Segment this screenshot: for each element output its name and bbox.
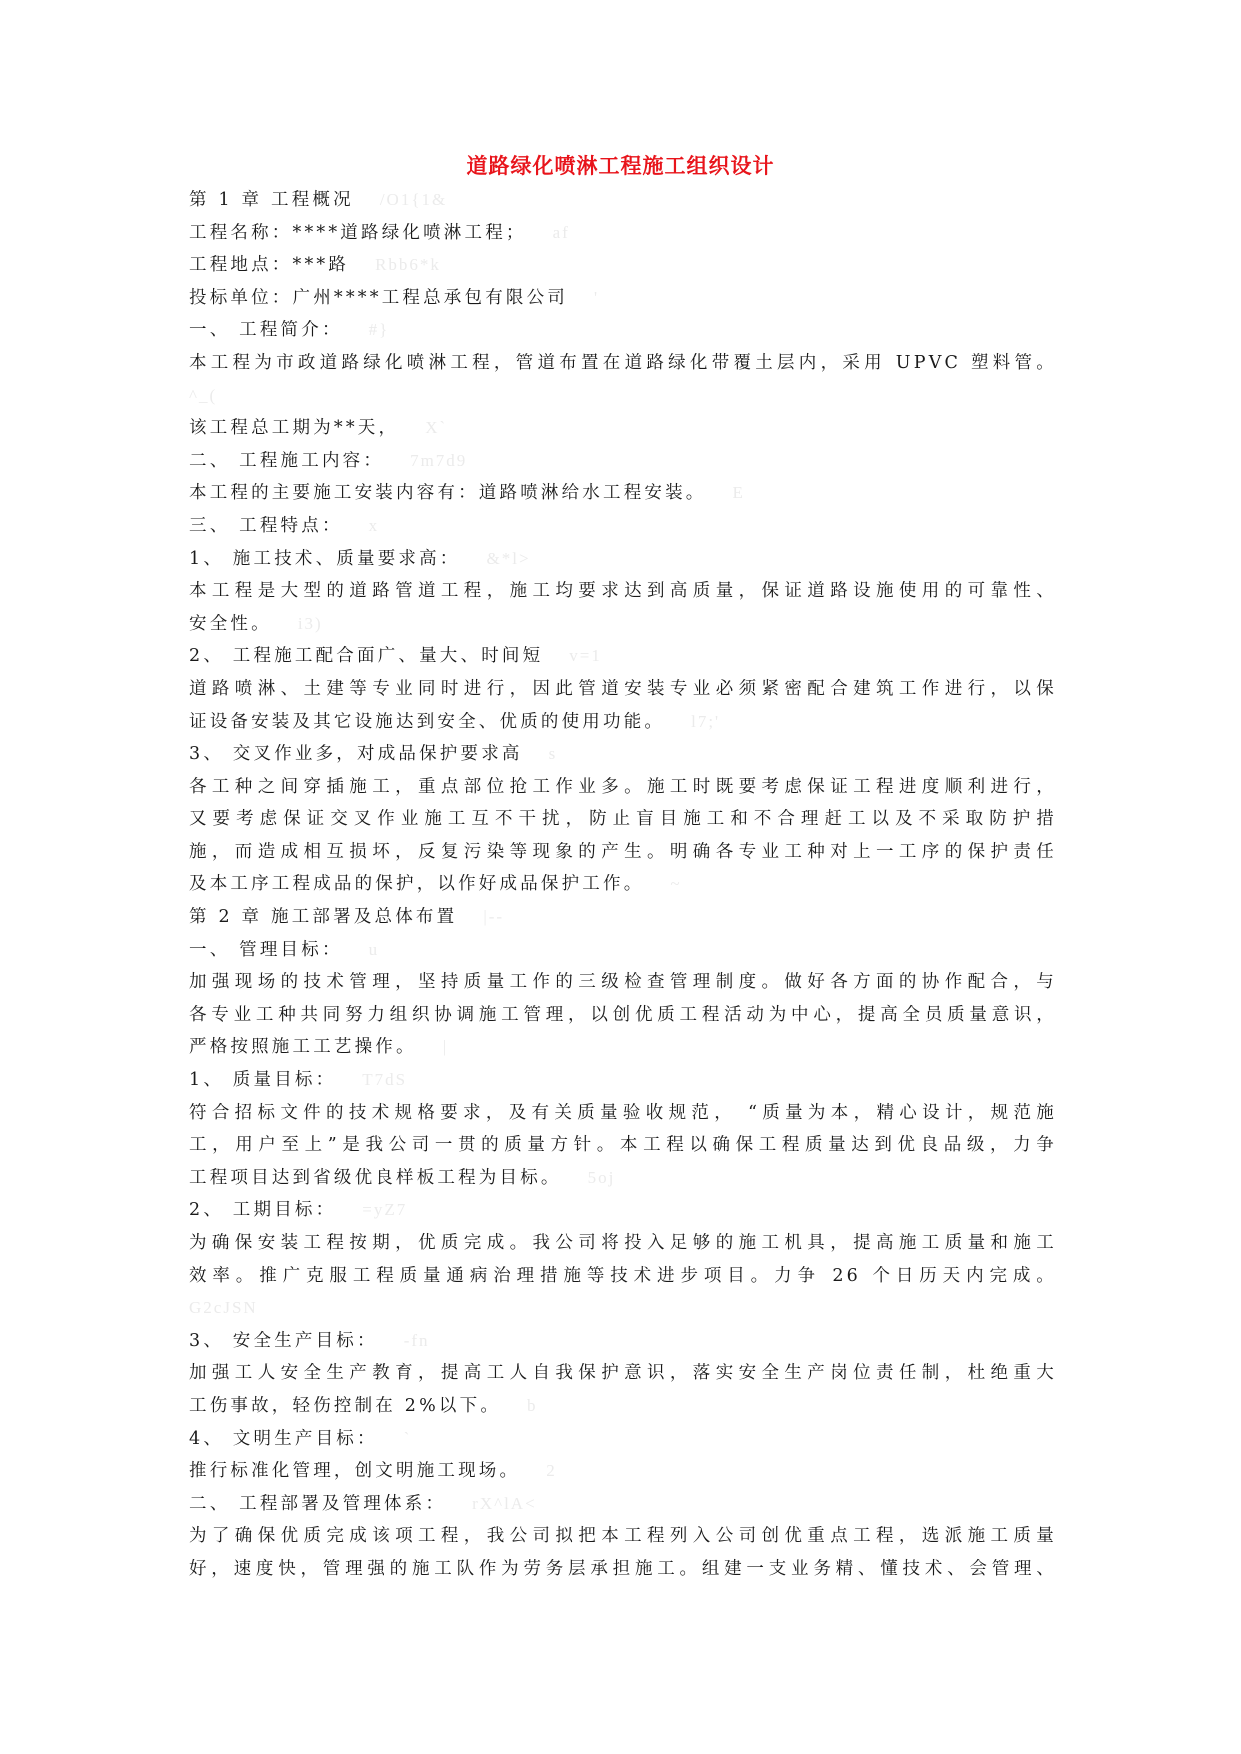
text-line [189,543,1057,576]
text-line [189,1520,1057,1553]
watermark-noise: #} [368,320,390,340]
watermark-noise: 7m7d9 [410,450,468,470]
line-text: 各工种之间穿插施工，重点部位抢工作业多。施工时既要考虑保证工程进度顺利进行， [189,776,1057,797]
line-text: 工，用户至上”是我公司一贯的质量方针。本工程以确保工程质量达到优良品级，力争 [189,1135,1057,1156]
text-line [189,347,1057,380]
text-line [189,706,1057,739]
watermark-noise: =yZ7 [362,1200,408,1220]
text-line [189,1129,1057,1162]
text-line [189,575,1057,608]
watermark-noise: i3) [297,613,323,633]
text-line [189,184,1057,217]
line-text: 道路喷淋、土建等专业同时进行，因此管道安装专业必须紧密配合建筑工作进行，以保 [189,678,1057,699]
line-text: 本工程是大型的道路管道工程，施工均要求达到高质量，保证道路设施使用的可靠性、 [189,581,1057,602]
watermark-noise: x [368,515,380,535]
watermark-noise: rX^lA< [472,1493,537,1513]
text-line [189,738,1057,771]
text-line [189,380,1057,413]
watermark-noise: s [548,744,558,764]
text-line [189,803,1057,836]
watermark-noise: -fn [403,1330,430,1350]
text-line [189,1260,1057,1293]
line-text: 3、 交叉作业多，对成品保护要求高 [189,744,523,765]
line-text: 严格按照施工工艺操作。 [189,1037,417,1058]
watermark-noise: ~ [670,874,682,894]
line-text: 安全性。 [189,613,272,634]
line-text: 第 2 章 施工部署及总体布置 [189,907,458,928]
line-text: 各专业工种共同努力组织协调施工管理，以创优质工程活动为中心，提高全员质量意识， [189,1004,1057,1025]
text-line [189,217,1057,250]
text-line [189,1325,1057,1358]
line-text: 及本工序工程成品的保护，以作好成品保护工作。 [189,874,645,895]
watermark-noise: ` [403,1428,412,1448]
text-line [189,1097,1057,1130]
line-text: 2、 工程施工配合面广、量大、时间短 [189,646,544,667]
line-text: 又要考虑保证交叉作业施工互不干扰，防止盲目施工和不合理赶工以及不采取防护措 [189,809,1057,830]
watermark-noise: /O1{1& [379,190,448,209]
watermark-noise: ^_( [189,385,218,405]
watermark-noise: l7;' [691,711,721,731]
line-text: 工程名称：****道路绿化喷淋工程； [189,222,527,243]
text-line [189,1064,1057,1097]
text-line [189,771,1057,804]
line-text: 3、 安全生产目标： [189,1330,378,1351]
text-line [189,608,1057,641]
watermark-noise: T7dS [362,1070,408,1090]
line-text: 4、 文明生产目标： [189,1428,378,1449]
text-line [189,1455,1057,1488]
text-line [189,249,1057,282]
text-line [189,510,1057,543]
line-text: 工程地点：***路 [189,255,350,276]
line-text: 效率。推广克服工程质量通病治理措施等技术进步项目。力争 26 个日历天内完成。 [189,1265,1057,1286]
text-line [189,640,1057,673]
line-text: 施，而造成相互损坏，反复污染等现象的产生。明确各专业工种对上一工序的保护责任 [189,841,1057,862]
line-text: 1、 质量目标： [189,1070,337,1091]
text-line [189,966,1057,999]
text-line [189,901,1057,934]
watermark-noise: u [368,939,380,959]
document-body [189,184,1057,1586]
text-line [189,868,1057,901]
line-text: 该工程总工期为**天， [189,418,400,439]
line-text: 1、 施工技术、质量要求高： [189,548,461,569]
text-line [189,1357,1057,1390]
line-text: 三、 工程特点： [189,515,343,536]
line-text: 第 1 章 工程概况 [189,190,354,210]
line-text: 推行标准化管理，创文明施工现场。 [189,1461,521,1482]
text-line [189,1488,1057,1521]
text-line [189,412,1057,445]
text-line [189,1423,1057,1456]
text-line [189,1292,1057,1325]
text-line [189,445,1057,478]
watermark-noise: Rbb6*k [375,255,441,275]
line-text: 二、 工程施工内容： [189,450,385,471]
line-text: 一、 工程简介： [189,320,343,341]
text-line [189,1162,1057,1195]
watermark-noise: &*l> [486,548,531,568]
line-text: 本工程的主要施工安装内容有：道路喷淋给水工程安装。 [189,483,707,504]
text-line [189,999,1057,1032]
watermark-noise: b [527,1395,538,1415]
line-text: 投标单位：广州****工程总承包有限公司 [189,287,568,308]
watermark-noise: 5oj [587,1167,616,1187]
watermark-noise: G2cJSN [189,1298,258,1318]
text-line [189,1031,1057,1064]
text-line [189,1553,1057,1586]
text-line [189,314,1057,347]
line-text: 本工程为市政道路绿化喷淋工程，管道布置在道路绿化带覆土层内，采用 UPVC 塑料管。 [189,352,1057,373]
line-text: 二、 工程部署及管理体系： [189,1493,447,1514]
line-text: 工程项目达到省级优良样板工程为目标。 [189,1167,562,1188]
watermark-noise: 2 [546,1461,557,1481]
line-text: 2、 工期目标： [189,1200,337,1221]
watermark-noise: af [552,222,570,242]
text-line [189,1194,1057,1227]
text-line [189,673,1057,706]
line-text: 证设备安装及其它设施达到安全、优质的使用功能。 [189,711,666,732]
text-line [189,477,1057,510]
watermark-noise: v=1 [569,646,602,666]
line-text: 加强工人安全生产教育，提高工人自我保护意识，落实安全生产岗位责任制，杜绝重大 [189,1363,1057,1384]
line-text: 一、 管理目标： [189,939,343,960]
watermark-noise: | [442,1037,449,1057]
text-line [189,836,1057,869]
document-title: 道路绿化喷淋工程施工组织设计 [466,154,775,178]
text-line [189,934,1057,967]
watermark-noise: X` [425,418,448,438]
text-line [189,1227,1057,1260]
text-line [189,282,1057,315]
line-text: 加强现场的技术管理，坚持质量工作的三级检查管理制度。做好各方面的协作配合，与 [189,972,1057,993]
watermark-noise: E [732,483,745,503]
text-line [189,1390,1057,1423]
line-text: 为了确保优质完成该项工程，我公司拟把本工程列入公司创优重点工程，选派施工质量 [189,1526,1057,1547]
watermark-noise: |-- [483,907,505,927]
line-text: 工伤事故，轻伤控制在 2%以下。 [189,1395,502,1416]
line-text: 符合招标文件的技术规格要求，及有关质量验收规范， “质量为本，精心设计，规范施 [189,1102,1057,1123]
line-text: 好，速度快，管理强的施工队作为劳务层承担施工。组建一支业务精、懂技术、会管理、 [189,1558,1057,1579]
line-text: 为确保安装工程按期，优质完成。我公司将投入足够的施工机具，提高施工质量和施工 [189,1233,1057,1253]
watermark-noise: ' [594,287,600,307]
